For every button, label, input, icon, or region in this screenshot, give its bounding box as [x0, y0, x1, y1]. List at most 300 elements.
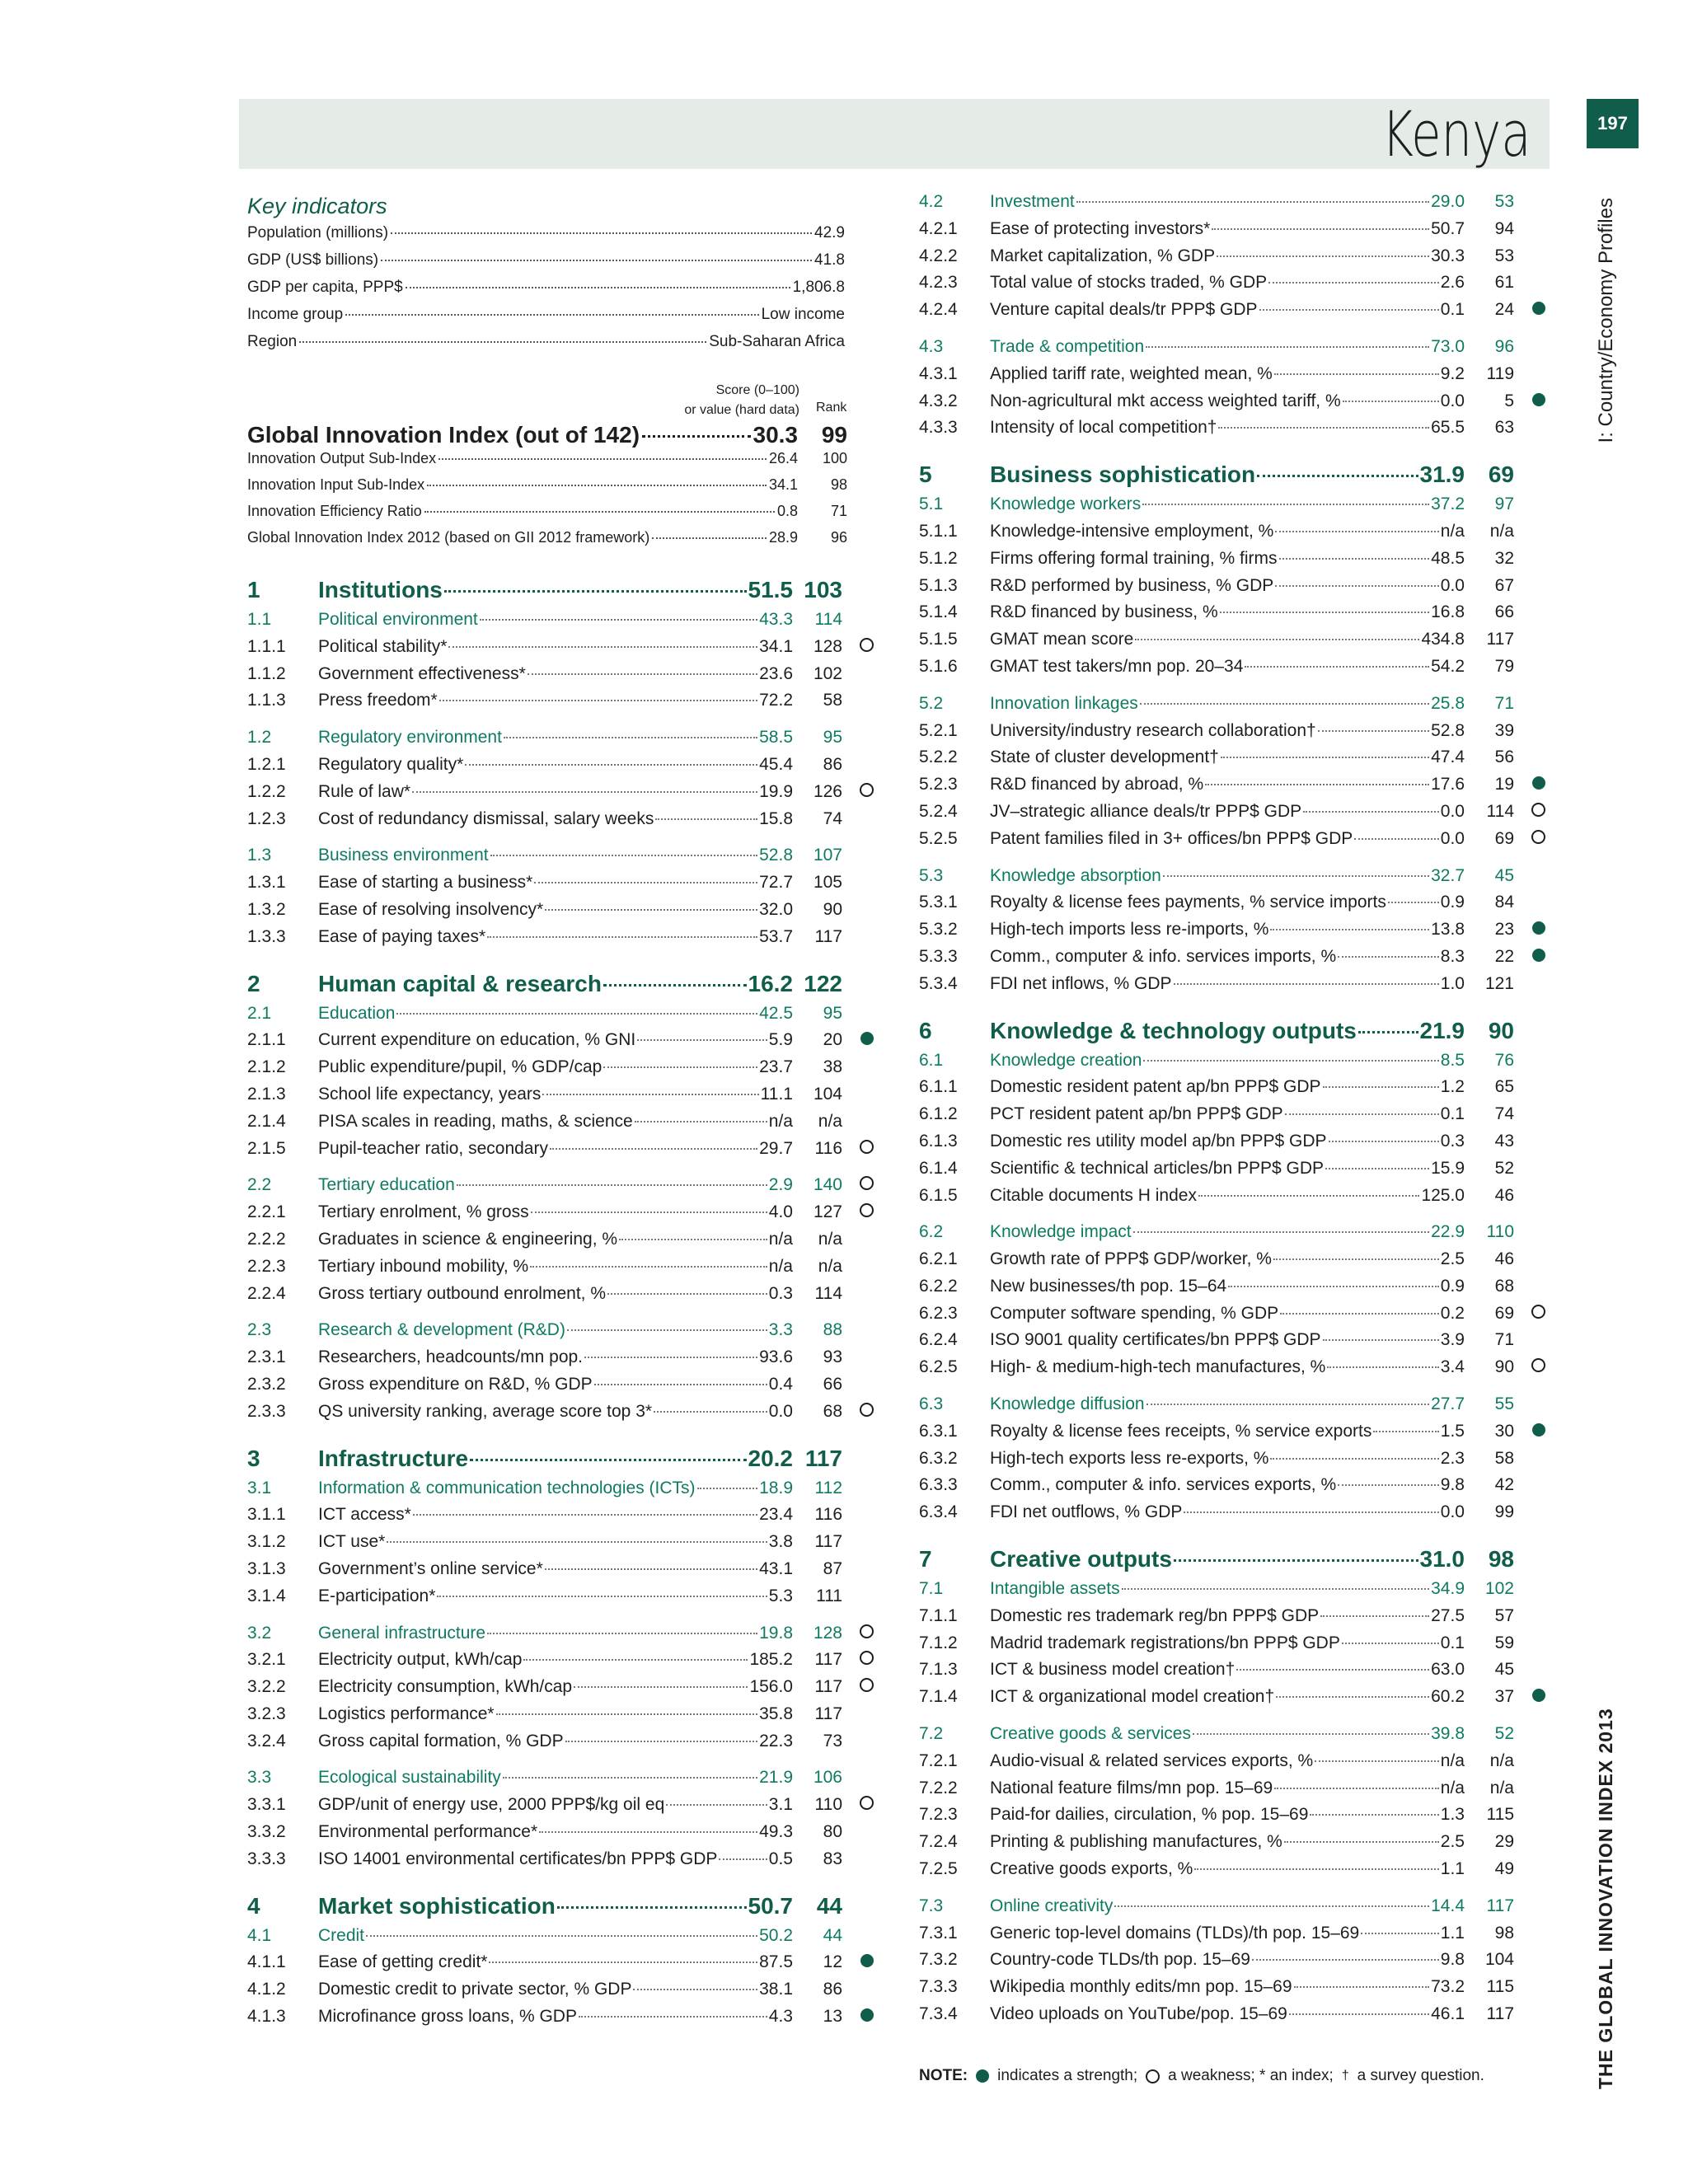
sub-pillar-row	[919, 1222, 1545, 1249]
section-spacer	[247, 954, 874, 971]
indicator-code: 7.2.3	[919, 1805, 958, 1825]
indicator-code: 3.2.4	[247, 1731, 286, 1750]
subindex-rank: 100	[822, 450, 847, 466]
leader-dots	[530, 1266, 767, 1268]
subindex-label: Innovation Input Sub-Index	[247, 476, 425, 493]
leader-dots	[523, 1659, 748, 1661]
indicator-row	[247, 664, 874, 691]
leader-dots	[719, 1858, 767, 1860]
pillar-row	[247, 1446, 874, 1479]
row-spacer	[919, 1212, 1545, 1222]
leader-dots	[387, 1541, 767, 1543]
leader-dots	[487, 1633, 757, 1634]
indicator-rank: 68	[823, 1401, 842, 1421]
subindex-row	[247, 503, 847, 527]
indicator-name: Logistics performance*	[318, 1704, 495, 1723]
indicator-rank: 42	[1494, 1475, 1514, 1495]
indicator-score: 73.0	[1431, 336, 1465, 356]
indicator-row	[919, 1249, 1545, 1277]
indicator-code: 6.1.2	[919, 1104, 958, 1124]
weakness-circle-icon	[860, 1403, 874, 1417]
indicator-name: Credit	[318, 1925, 365, 1945]
weakness-circle-icon	[860, 1203, 874, 1217]
indicator-rank: 46	[1494, 1185, 1514, 1205]
indicator-code: 3.3	[247, 1768, 272, 1788]
indicator-name: Cost of redundancy dismissal, salary weeks	[318, 808, 654, 828]
indicator-code: 1	[247, 577, 260, 602]
weakness-circle-icon	[860, 1796, 874, 1810]
indicator-name: Human capital & research	[318, 970, 602, 996]
indicator-name: ICT & business model creation†	[990, 1660, 1236, 1680]
indicator-code: 5	[919, 462, 932, 488]
leader-dots	[1220, 612, 1429, 613]
indicator-code: 4.3	[919, 336, 944, 356]
indicator-score: 60.2	[1431, 1687, 1465, 1707]
pillar-row	[247, 577, 874, 610]
indicator-code: 5.3.4	[919, 973, 958, 993]
page-number: 197	[1587, 99, 1639, 148]
sub-pillar-row	[919, 192, 1545, 219]
indicator-row	[919, 1977, 1545, 2004]
indicator-code: 6	[919, 1017, 932, 1043]
indicator-code: 5.2.3	[919, 775, 958, 794]
indicator-code: 7.1.2	[919, 1633, 958, 1652]
indicator-score: 39.8	[1431, 1724, 1465, 1744]
sub-pillar-row	[919, 866, 1545, 893]
indicator-row	[919, 1606, 1545, 1633]
indicator-name: JV–strategic alliance deals/tr PPP$ GDP	[990, 801, 1302, 821]
indicator-score: 0.9	[1440, 1276, 1465, 1296]
indicator-rank: 45	[1494, 1660, 1514, 1680]
indicator-name: School life expectancy, years	[318, 1084, 542, 1104]
leader-dots	[457, 1184, 767, 1186]
indicator-row	[919, 1304, 1545, 1331]
indicator-mark	[1514, 391, 1545, 411]
indicator-row	[919, 1633, 1545, 1661]
leader-dots	[1217, 255, 1429, 257]
leader-dots	[1270, 1458, 1438, 1460]
leader-dots	[545, 1568, 757, 1570]
indicator-row	[919, 1449, 1545, 1476]
indicator-score: 9.2	[1440, 363, 1465, 383]
indicator-code: 3.2.3	[247, 1704, 286, 1723]
strength-dot-icon	[1532, 776, 1545, 790]
leader-dots	[534, 882, 757, 883]
indicator-row	[919, 829, 1545, 856]
strength-dot-icon	[1532, 1689, 1545, 1702]
pillar-row	[919, 1018, 1545, 1051]
sub-pillar-row	[919, 1394, 1545, 1422]
indicator-name: R&D financed by abroad, %	[990, 775, 1204, 794]
indicator-name: ICT & organizational model creation†	[990, 1687, 1275, 1707]
leader-dots	[1329, 1141, 1439, 1142]
row-spacer	[247, 718, 874, 728]
key-indicator-label: Population (millions)	[247, 224, 389, 241]
row-spacer	[247, 1614, 874, 1624]
indicator-rank: 39	[1494, 720, 1514, 740]
sub-pillar-row	[919, 337, 1545, 364]
leader-dots	[1373, 1431, 1438, 1432]
indicator-score: 38.1	[759, 1980, 793, 1999]
indicator-name: Domestic res trademark reg/bn PPP$ GDP	[990, 1605, 1320, 1625]
indicator-mark	[1514, 1357, 1545, 1377]
leader-dots	[480, 619, 757, 621]
indicator-score: 58.5	[759, 728, 793, 748]
indicator-score: 3.1	[768, 1795, 793, 1815]
indicator-name: Growth rate of PPP$ GDP/worker, %	[990, 1249, 1272, 1269]
indicator-name: Domestic credit to private sector, % GDP	[318, 1980, 632, 1999]
leader-dots	[1315, 1760, 1439, 1762]
leader-dots	[545, 909, 757, 911]
indicator-row	[247, 1030, 874, 1057]
row-spacer	[247, 1165, 874, 1175]
indicator-rank: 57	[1494, 1605, 1514, 1625]
indicator-mark	[842, 1202, 874, 1222]
indicator-code: 1.2.2	[247, 781, 286, 801]
left-indicator-column	[247, 577, 874, 2034]
indicator-code: 6.3.1	[919, 1421, 958, 1441]
indicator-rank: 93	[823, 1347, 842, 1367]
indicator-name: Gross tertiary outbound enrolment, %	[318, 1283, 607, 1303]
indicator-name: Royalty & license fees payments, % service imports	[990, 893, 1386, 912]
sub-pillar-row	[919, 1724, 1545, 1751]
strength-dot-icon	[976, 2069, 989, 2083]
leader-dots	[1212, 228, 1429, 230]
indicator-score: 48.5	[1431, 548, 1465, 568]
indicator-rank: 12	[823, 1952, 842, 1972]
key-indicator-value: 1,806.8	[792, 279, 845, 296]
key-indicators-title: Key indicators	[247, 194, 387, 218]
indicator-score: 29.7	[759, 1138, 793, 1158]
indicator-row	[919, 1779, 1545, 1806]
indicator-row	[919, 300, 1545, 327]
row-spacer	[919, 1714, 1545, 1724]
indicator-row	[247, 1952, 874, 1980]
indicator-score: 19.9	[759, 781, 793, 801]
indicator-score: 32.7	[1431, 865, 1465, 885]
leader-dots	[531, 1212, 767, 1213]
subindex-rank: 98	[830, 476, 847, 493]
gii-headline-row	[247, 422, 847, 448]
indicator-name: Video uploads on YouTube/pop. 15–69	[990, 2004, 1287, 2024]
indicator-row	[247, 1795, 874, 1822]
indicator-mark	[842, 782, 874, 802]
key-indicator-row	[247, 251, 845, 276]
indicator-rank: 37	[1494, 1687, 1514, 1707]
indicator-name: Public expenditure/pupil, % GDP/cap	[318, 1057, 603, 1077]
indicator-rank: 116	[814, 1505, 842, 1525]
indicator-score: 9.8	[1440, 1950, 1465, 1970]
indicator-mark	[842, 1650, 874, 1670]
indicator-code: 1.2	[247, 728, 272, 748]
indicator-rank: 88	[823, 1320, 842, 1340]
indicator-row	[919, 1660, 1545, 1687]
indicator-score: 27.7	[1431, 1394, 1465, 1414]
indicator-name: GMAT mean score	[990, 630, 1134, 649]
leader-dots	[504, 737, 757, 738]
leader-dots	[1174, 1559, 1418, 1562]
leader-dots	[1198, 1195, 1419, 1197]
indicator-rank: 117	[1486, 2004, 1514, 2024]
indicator-rank: 104	[1484, 1950, 1514, 1970]
indicator-row	[247, 1202, 874, 1230]
indicator-code: 2.1	[247, 1003, 272, 1023]
indicator-name: Applied tariff rate, weighted mean, %	[990, 363, 1273, 383]
indicator-mark	[1514, 1422, 1545, 1441]
indicator-code: 7.3.2	[919, 1950, 958, 1970]
indicator-name: Knowledge & technology outputs	[990, 1017, 1357, 1043]
indicator-code: 6.2	[919, 1222, 944, 1242]
leader-dots	[1135, 639, 1419, 640]
indicator-name: Tertiary education	[318, 1175, 455, 1195]
indicator-code: 3.1	[247, 1478, 272, 1497]
sub-pillar-row	[247, 1479, 874, 1506]
subindex-rank: 71	[830, 503, 847, 519]
indicator-rank: 98	[1494, 1923, 1514, 1943]
indicator-score: 0.4	[768, 1374, 793, 1394]
indicator-name: Ease of resolving insolvency*	[318, 899, 544, 919]
indicator-code: 3.3.1	[247, 1795, 286, 1815]
indicator-score: 45.4	[759, 754, 793, 774]
indicator-mark	[1514, 947, 1545, 967]
indicator-row	[919, 1330, 1545, 1357]
leader-dots	[1270, 929, 1429, 930]
row-spacer	[919, 1886, 1545, 1896]
indicator-rank: 117	[804, 1445, 842, 1471]
leader-dots	[444, 590, 747, 593]
indicator-name: Research & development (R&D)	[318, 1320, 565, 1340]
indicator-row	[247, 1402, 874, 1429]
indicator-code: 4.3.1	[919, 363, 958, 383]
indicator-rank: 69	[1494, 828, 1514, 848]
leader-dots	[1354, 838, 1439, 840]
sub-pillar-row	[919, 694, 1545, 721]
indicator-name: Knowledge diffusion	[990, 1394, 1145, 1414]
indicator-name: Venture capital deals/tr PPP$ GDP	[990, 300, 1258, 320]
indicator-name: Press freedom*	[318, 691, 438, 710]
indicator-name: ICT access*	[318, 1505, 411, 1525]
indicator-code: 4.1.1	[247, 1952, 286, 1972]
indicator-code: 3.2.1	[247, 1650, 286, 1670]
indicator-code: 2.3	[247, 1320, 272, 1340]
leader-dots	[1323, 1086, 1439, 1088]
key-indicator-value: 42.9	[814, 224, 845, 241]
indicator-name: Education	[318, 1003, 396, 1023]
leader-dots	[1276, 1696, 1429, 1698]
indicator-rank: 90	[1494, 1357, 1514, 1377]
indicator-code: 7.3	[919, 1896, 944, 1915]
indicator-row	[919, 1186, 1545, 1213]
indicator-rank: 44	[816, 1892, 842, 1919]
indicator-row	[919, 721, 1545, 748]
indicator-name: State of cluster development†	[990, 748, 1219, 767]
leader-dots	[438, 458, 767, 460]
strength-dot-icon	[1532, 921, 1545, 935]
indicator-rank: 117	[1486, 1896, 1514, 1915]
indicator-rank: 115	[1486, 1977, 1514, 1997]
indicator-score: 1.5	[1440, 1421, 1465, 1441]
leader-dots	[635, 1121, 767, 1122]
indicator-score: 73.2	[1431, 1977, 1465, 1997]
indicator-score: 4.0	[768, 1202, 793, 1222]
indicator-code: 1.3	[247, 846, 272, 865]
score-header-line2: or value (hard data)	[684, 403, 799, 417]
strength-dot-icon	[860, 1954, 874, 1967]
leader-dots	[1342, 1643, 1439, 1644]
indicator-row	[247, 755, 874, 782]
indicator-code: 1.2.3	[247, 808, 286, 828]
indicator-code: 2.2.3	[247, 1256, 286, 1276]
row-spacer	[247, 1758, 874, 1768]
indicator-rank: 56	[1494, 748, 1514, 767]
indicator-rank: 99	[1494, 1502, 1514, 1522]
indicator-score: 0.3	[1440, 1131, 1465, 1151]
indicator-rank: 116	[814, 1138, 842, 1158]
leader-dots	[366, 1935, 757, 1937]
indicator-name: Knowledge-intensive employment, %	[990, 521, 1274, 541]
indicator-score: 1.3	[1440, 1805, 1465, 1825]
indicator-row	[919, 522, 1545, 549]
indicator-rank: 104	[813, 1084, 842, 1104]
indicator-score: 34.9	[1431, 1579, 1465, 1599]
gii-rank: 99	[821, 422, 847, 448]
indicator-score: 20.2	[748, 1445, 793, 1471]
indicator-score: 50.2	[759, 1925, 793, 1945]
indicator-rank: 90	[1488, 1017, 1514, 1043]
leader-dots	[1146, 1404, 1430, 1405]
indicator-rank: 52	[1494, 1724, 1514, 1744]
indicator-score: 54.2	[1431, 656, 1465, 676]
indicator-mark	[842, 637, 874, 657]
leader-dots	[1303, 811, 1439, 813]
indicator-code: 7.1.1	[919, 1605, 958, 1625]
subindex-score: 26.4	[768, 450, 798, 466]
indicator-rank: 52	[1494, 1158, 1514, 1178]
indicator-code: 7.2	[919, 1724, 944, 1744]
leader-dots	[542, 1094, 758, 1095]
indicator-score: 52.8	[759, 846, 793, 865]
indicator-rank: 66	[823, 1374, 842, 1394]
indicator-rank: 74	[823, 808, 842, 828]
indicator-score: 50.7	[1431, 218, 1465, 238]
leader-dots	[654, 1411, 767, 1413]
indicator-score: 0.0	[1440, 575, 1465, 595]
leader-dots	[1194, 1868, 1439, 1870]
indicator-name: Generic top-level domains (TLDs)/th pop. 15–69	[990, 1923, 1360, 1943]
indicator-row	[919, 1502, 1545, 1530]
indicator-name: Microfinance gross loans, % GDP	[318, 2007, 577, 2027]
sub-pillar-row	[247, 1004, 874, 1031]
leader-dots	[1259, 309, 1439, 311]
indicator-code: 2.1.5	[247, 1138, 286, 1158]
indicator-score: 35.8	[759, 1704, 793, 1723]
indicator-code: 5.2	[919, 693, 944, 713]
indicator-score: 50.7	[748, 1892, 793, 1919]
indicator-rank: 114	[814, 1283, 842, 1303]
indicator-score: 434.8	[1421, 630, 1465, 649]
leader-dots	[1388, 902, 1439, 903]
indicator-name: Firms offering formal training, % firms	[990, 548, 1278, 568]
indicator-score: 16.2	[748, 970, 793, 996]
indicator-mark	[1514, 802, 1545, 822]
indicator-name: Current expenditure on education, % GNI	[318, 1030, 636, 1050]
weakness-circle-icon	[860, 1624, 874, 1638]
indicator-name: National feature films/mn pop. 15–69	[990, 1778, 1273, 1797]
indicator-rank: 87	[823, 1558, 842, 1578]
indicator-code: 2.3.2	[247, 1374, 286, 1394]
indicator-code: 4.3.2	[919, 391, 958, 410]
leader-dots	[633, 1989, 757, 1990]
indicator-rank: 30	[1494, 1421, 1514, 1441]
indicator-score: 23.7	[759, 1057, 793, 1077]
indicator-row	[919, 1422, 1545, 1449]
weakness-circle-icon	[860, 1651, 874, 1665]
leader-dots	[427, 485, 767, 486]
header-band	[239, 99, 1550, 169]
indicator-rank: 76	[1494, 1050, 1514, 1070]
indicator-row	[247, 1257, 874, 1284]
sub-pillar-row	[247, 1175, 874, 1202]
indicator-row	[919, 1277, 1545, 1304]
indicator-score: 125.0	[1421, 1185, 1465, 1205]
indicator-rank: 127	[813, 1202, 842, 1222]
indicator-code: 6.2.2	[919, 1276, 958, 1296]
indicator-code: 4.2.2	[919, 246, 958, 265]
indicator-name: FDI net outflows, % GDP	[990, 1502, 1183, 1522]
indicator-score: 25.8	[1431, 693, 1465, 713]
indicator-code: 5.3.2	[919, 920, 958, 940]
leader-dots	[1358, 1031, 1418, 1033]
leader-dots	[1133, 1231, 1430, 1233]
indicator-score: n/a	[768, 1111, 793, 1131]
indicator-rank: 103	[804, 577, 842, 602]
leader-dots	[603, 1066, 757, 1068]
indicator-rank: 67	[1494, 575, 1514, 595]
indicator-score: 185.2	[749, 1650, 793, 1670]
indicator-code: 6.1.1	[919, 1077, 958, 1097]
leader-dots	[465, 764, 757, 766]
indicator-score: 0.9	[1440, 893, 1465, 912]
indicator-rank: 117	[1486, 630, 1514, 649]
indicator-code: 2.1.3	[247, 1084, 286, 1104]
sub-pillar-row	[919, 1896, 1545, 1924]
indicator-score: 0.1	[1440, 1104, 1465, 1124]
leader-dots	[1142, 504, 1429, 505]
indicator-code: 7.1.4	[919, 1687, 958, 1707]
note-weakness-text: a weakness; * an index;	[1168, 2067, 1334, 2084]
leader-dots	[1323, 1339, 1439, 1341]
indicator-name: Comm., computer & info. services exports, %	[990, 1475, 1337, 1495]
indicator-score: n/a	[1440, 1750, 1465, 1770]
indicator-name: Knowledge impact	[990, 1222, 1132, 1242]
leader-dots	[567, 1329, 767, 1331]
indicator-rank: 106	[813, 1768, 842, 1788]
leader-dots	[637, 1039, 767, 1041]
indicator-score: 53.7	[759, 926, 793, 946]
indicator-code: 1.1.2	[247, 663, 286, 683]
indicator-name: Tertiary inbound mobility, %	[318, 1256, 529, 1276]
indicator-code: 2	[247, 970, 260, 996]
indicator-rank: 117	[814, 1650, 842, 1670]
indicator-mark	[842, 1030, 874, 1050]
indicator-rank: 49	[1494, 1859, 1514, 1879]
leader-dots	[697, 1488, 758, 1489]
indicator-rank: 128	[813, 1623, 842, 1643]
indicator-rank: 44	[823, 1925, 842, 1945]
indicator-score: 3.3	[768, 1320, 793, 1340]
leader-dots	[1193, 1733, 1429, 1735]
leader-dots	[1320, 1615, 1429, 1617]
